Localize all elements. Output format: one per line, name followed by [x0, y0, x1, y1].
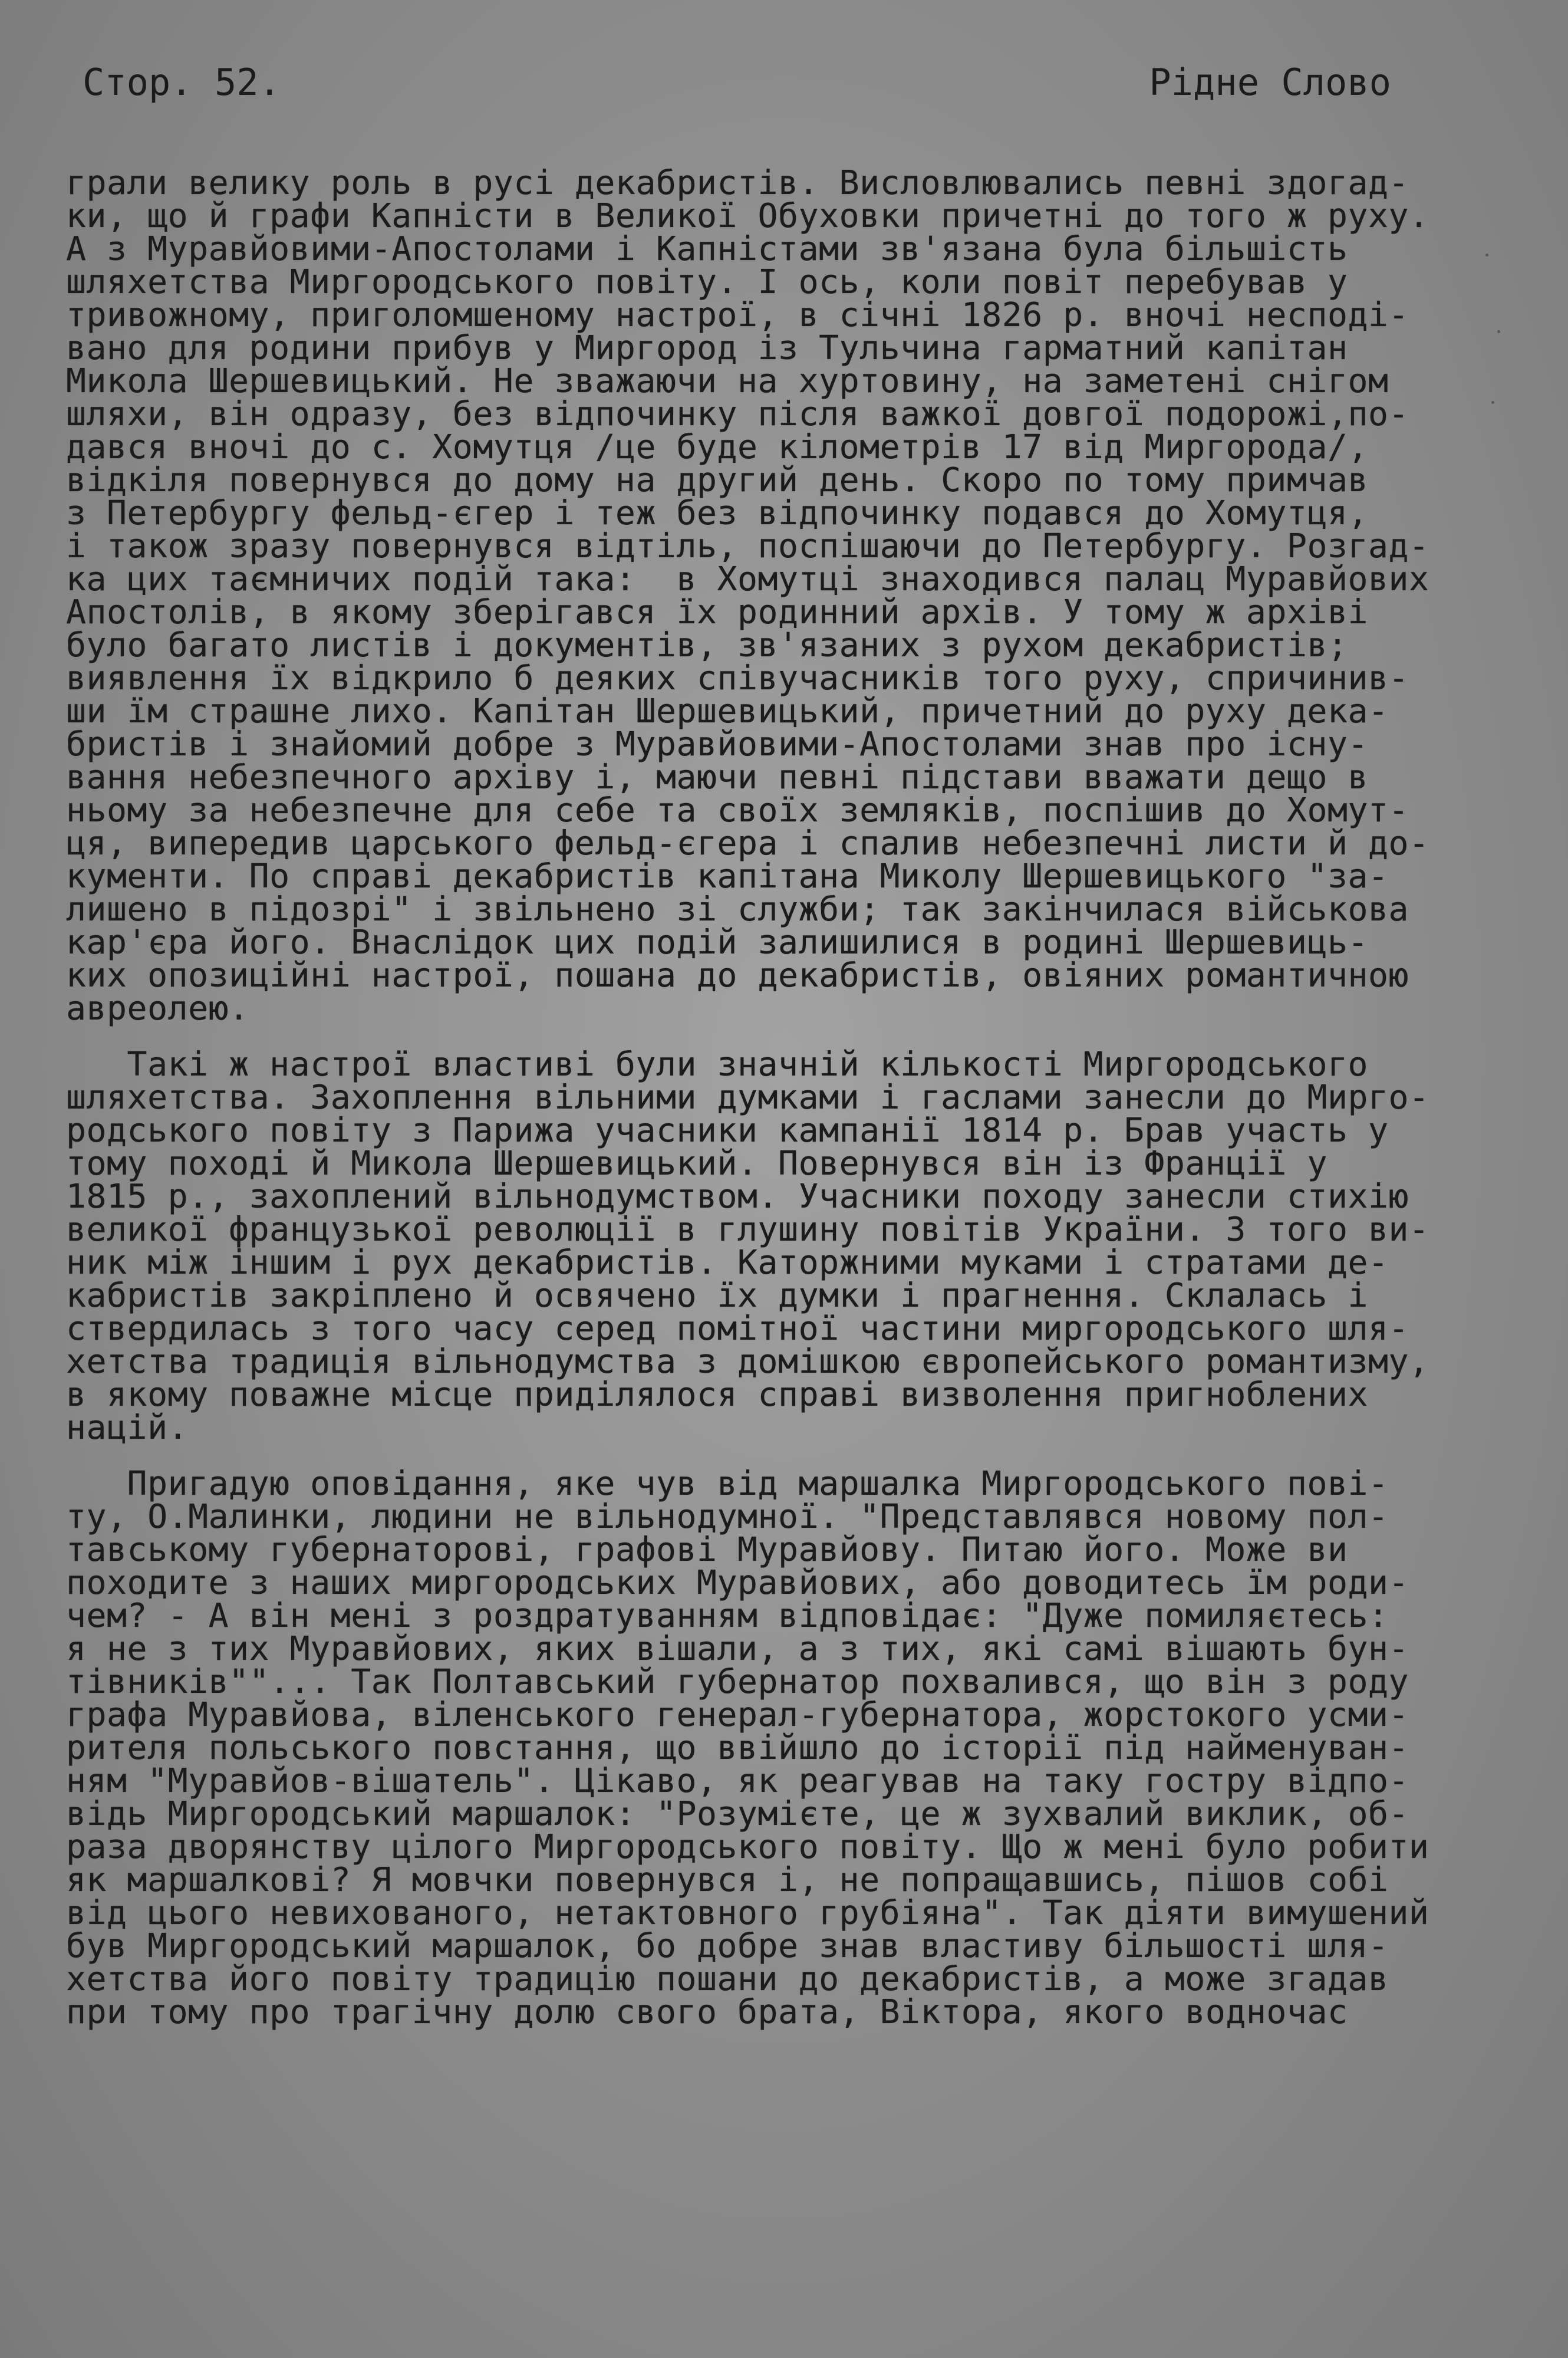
text-line: хетства традиція вільнодумства з домішкою європейського романтизму,: [66, 1343, 1429, 1381]
paragraph: [66, 1045, 1528, 1447]
text-line: в якому поважне місце приділялося справі визволення пригноблених: [66, 1376, 1369, 1414]
text-line: відкіля повернувся до дому на другий день. Скоро по тому примчав: [66, 461, 1369, 499]
text-line: Апостолів, в якому зберігався їх родинний архів. У тому ж архіві: [66, 593, 1369, 632]
text-line: Пригадую оповідання, яке чув від маршалка Миргородського пові-: [66, 1465, 1389, 1503]
text-line: ки, що й графи Капністи в Великої Обуховки причетні до того ж руху.: [66, 197, 1429, 235]
text-line: при тому про трагічну долю свого брата, Віктора, якого водночас: [66, 1993, 1348, 2031]
text-line: як маршалкові? Я мовчки повернувся і, не попращавшись, пішов собі: [66, 1861, 1389, 1899]
text-line: ствердилась з того часу серед помітної частини миргородського шля-: [66, 1310, 1409, 1348]
text-line: з Петербургу фельд-єгер і теж без відпочинку подався до Хомутця,: [66, 494, 1369, 532]
text-line: ких опозиційні настрої, пошана до декабристів, овіяних романтичною: [66, 956, 1409, 995]
body-text: [66, 164, 1528, 2031]
text-line: ньому за небезпечне для себе та своїх земляків, поспішив до Хомут-: [66, 791, 1409, 830]
running-title: Рідне Слово: [1149, 61, 1391, 104]
text-line: Такі ж настрої властиві були значній кількості Миргородського: [66, 1045, 1369, 1084]
text-line: ту, О.Малинки, людини не вільнодумної. "Представлявся новому пол-: [66, 1498, 1389, 1536]
text-line: рителя польського повстання, що ввійшло до історії під найменуван-: [66, 1729, 1409, 1767]
text-line: було багато листів і документів, зв'язаних з рухом декабристів;: [66, 626, 1348, 665]
text-line: ням "Муравйов-вішатель". Цікаво, як реагував на таку гостру відпо-: [66, 1762, 1409, 1800]
text-line: націй.: [66, 1409, 189, 1447]
margin-speck: [1491, 401, 1494, 404]
text-line: раза дворянству цілого Миргородського повіту. Що ж мені було робити: [66, 1828, 1429, 1866]
text-line: і також зразу повернувся відтіль, поспішаючи до Петербургу. Розгад-: [66, 527, 1429, 565]
text-line: авреолею.: [66, 989, 249, 1028]
text-line: шляхетства. Захоплення вільними думками і гаслами занесли до Мирго-: [66, 1078, 1429, 1117]
text-line: чем? - А він мені з роздратуванням відповідає: "Дуже помиляєтесь:: [66, 1597, 1389, 1635]
text-line: відь Миргородський маршалок: "Розумієте, це ж зухвалий виклик, об-: [66, 1795, 1409, 1833]
text-line: кар'єра його. Внаслідок цих подій залишилися в родині Шершевиць-: [66, 923, 1369, 962]
text-line: від цього невихованого, нетактовного грубіяна". Так діяти вимушений: [66, 1894, 1429, 1932]
paragraph: [66, 164, 1528, 1028]
text-line: виявлення їх відкрило б деяких співучасників того руху, спричинив-: [66, 659, 1409, 698]
text-line: А з Муравйовими-Апостолами і Капністами зв'язана була більшість: [66, 230, 1348, 268]
text-line: ка цих таємничих подій така: в Хомутці знаходився палац Муравйових: [66, 560, 1429, 598]
text-line: грали велику роль в русі декабристів. Висловлювались певні здогад-: [66, 164, 1409, 202]
text-line: вано для родини прибув у Миргород із Тульчина гарматний капітан: [66, 329, 1348, 367]
margin-speck: [1485, 254, 1488, 256]
text-line: походите з наших миргородських Муравйових, або доводитесь їм роди-: [66, 1564, 1409, 1602]
text-line: вання небезпечного архіву і, маючи певні підстави вважати дещо в: [66, 758, 1369, 797]
text-line: лишено в підозрі" і звільнено зі служби; так закінчилася військова: [66, 890, 1409, 929]
text-line: хетства його повіту традицію пошани до декабристів, а може згадав: [66, 1960, 1389, 1998]
text-line: тівників""... Так Полтавський губернатор похвалився, що він з роду: [66, 1663, 1409, 1701]
text-line: ник між іншим і рух декабристів. Каторжними муками і стратами де-: [66, 1244, 1389, 1282]
margin-speck: [1497, 330, 1500, 333]
paragraph: [66, 1465, 1528, 2031]
text-line: шляхи, він одразу, без відпочинку після важкої довгої подорожі,по-: [66, 395, 1409, 433]
text-line: Микола Шершевицький. Не зважаючи на хуртовину, на заметені снігом: [66, 362, 1389, 400]
text-line: тривожному, приголомшеному настрої, в січні 1826 р. вночі несподі-: [66, 296, 1409, 334]
page-number: Стор. 52.: [83, 61, 281, 104]
text-line: я не з тих Муравйових, яких вішали, а з тих, які самі вішають бун-: [66, 1630, 1409, 1668]
text-line: кабристів закріплено й освячено їх думки і прагнення. Склалась і: [66, 1277, 1369, 1315]
text-line: родського повіту з Парижа учасники кампанії 1814 р. Брав участь у: [66, 1111, 1389, 1150]
text-line: кументи. По справі декабристів капітана Миколу Шершевицького "за-: [66, 857, 1389, 896]
text-line: графа Муравйова, віленського генерал-губернатора, жорстокого усми-: [66, 1696, 1409, 1734]
text-line: великої французької революції в глушину повітів України. З того ви-: [66, 1211, 1429, 1249]
text-line: тавському губернаторові, графові Муравйову. Питаю його. Може ви: [66, 1531, 1348, 1569]
text-line: шляхетства Миргородського повіту. І ось, коли повіт перебував у: [66, 263, 1348, 301]
text-line: бристів і знайомий добре з Муравйовими-Апостолами знав про існу-: [66, 725, 1369, 764]
text-line: дався вночі до с. Хомутця /це буде кілометрів 17 від Миргорода/,: [66, 428, 1369, 466]
text-line: ця, випередив царського фельд-єгера і спалив небезпечні листи й до-: [66, 824, 1429, 863]
text-line: ши їм страшне лихо. Капітан Шершевицький, причетний до руху дека-: [66, 692, 1389, 731]
text-line: 1815 р., захоплений вільнодумством. Учасники походу занесли стихію: [66, 1178, 1409, 1216]
text-line: тому поході й Микола Шершевицький. Повернувся він із Франції у: [66, 1145, 1327, 1183]
text-line: був Миргородський маршалок, бо добре знав властиву більшості шля-: [66, 1927, 1389, 1965]
running-header: [83, 56, 1391, 109]
